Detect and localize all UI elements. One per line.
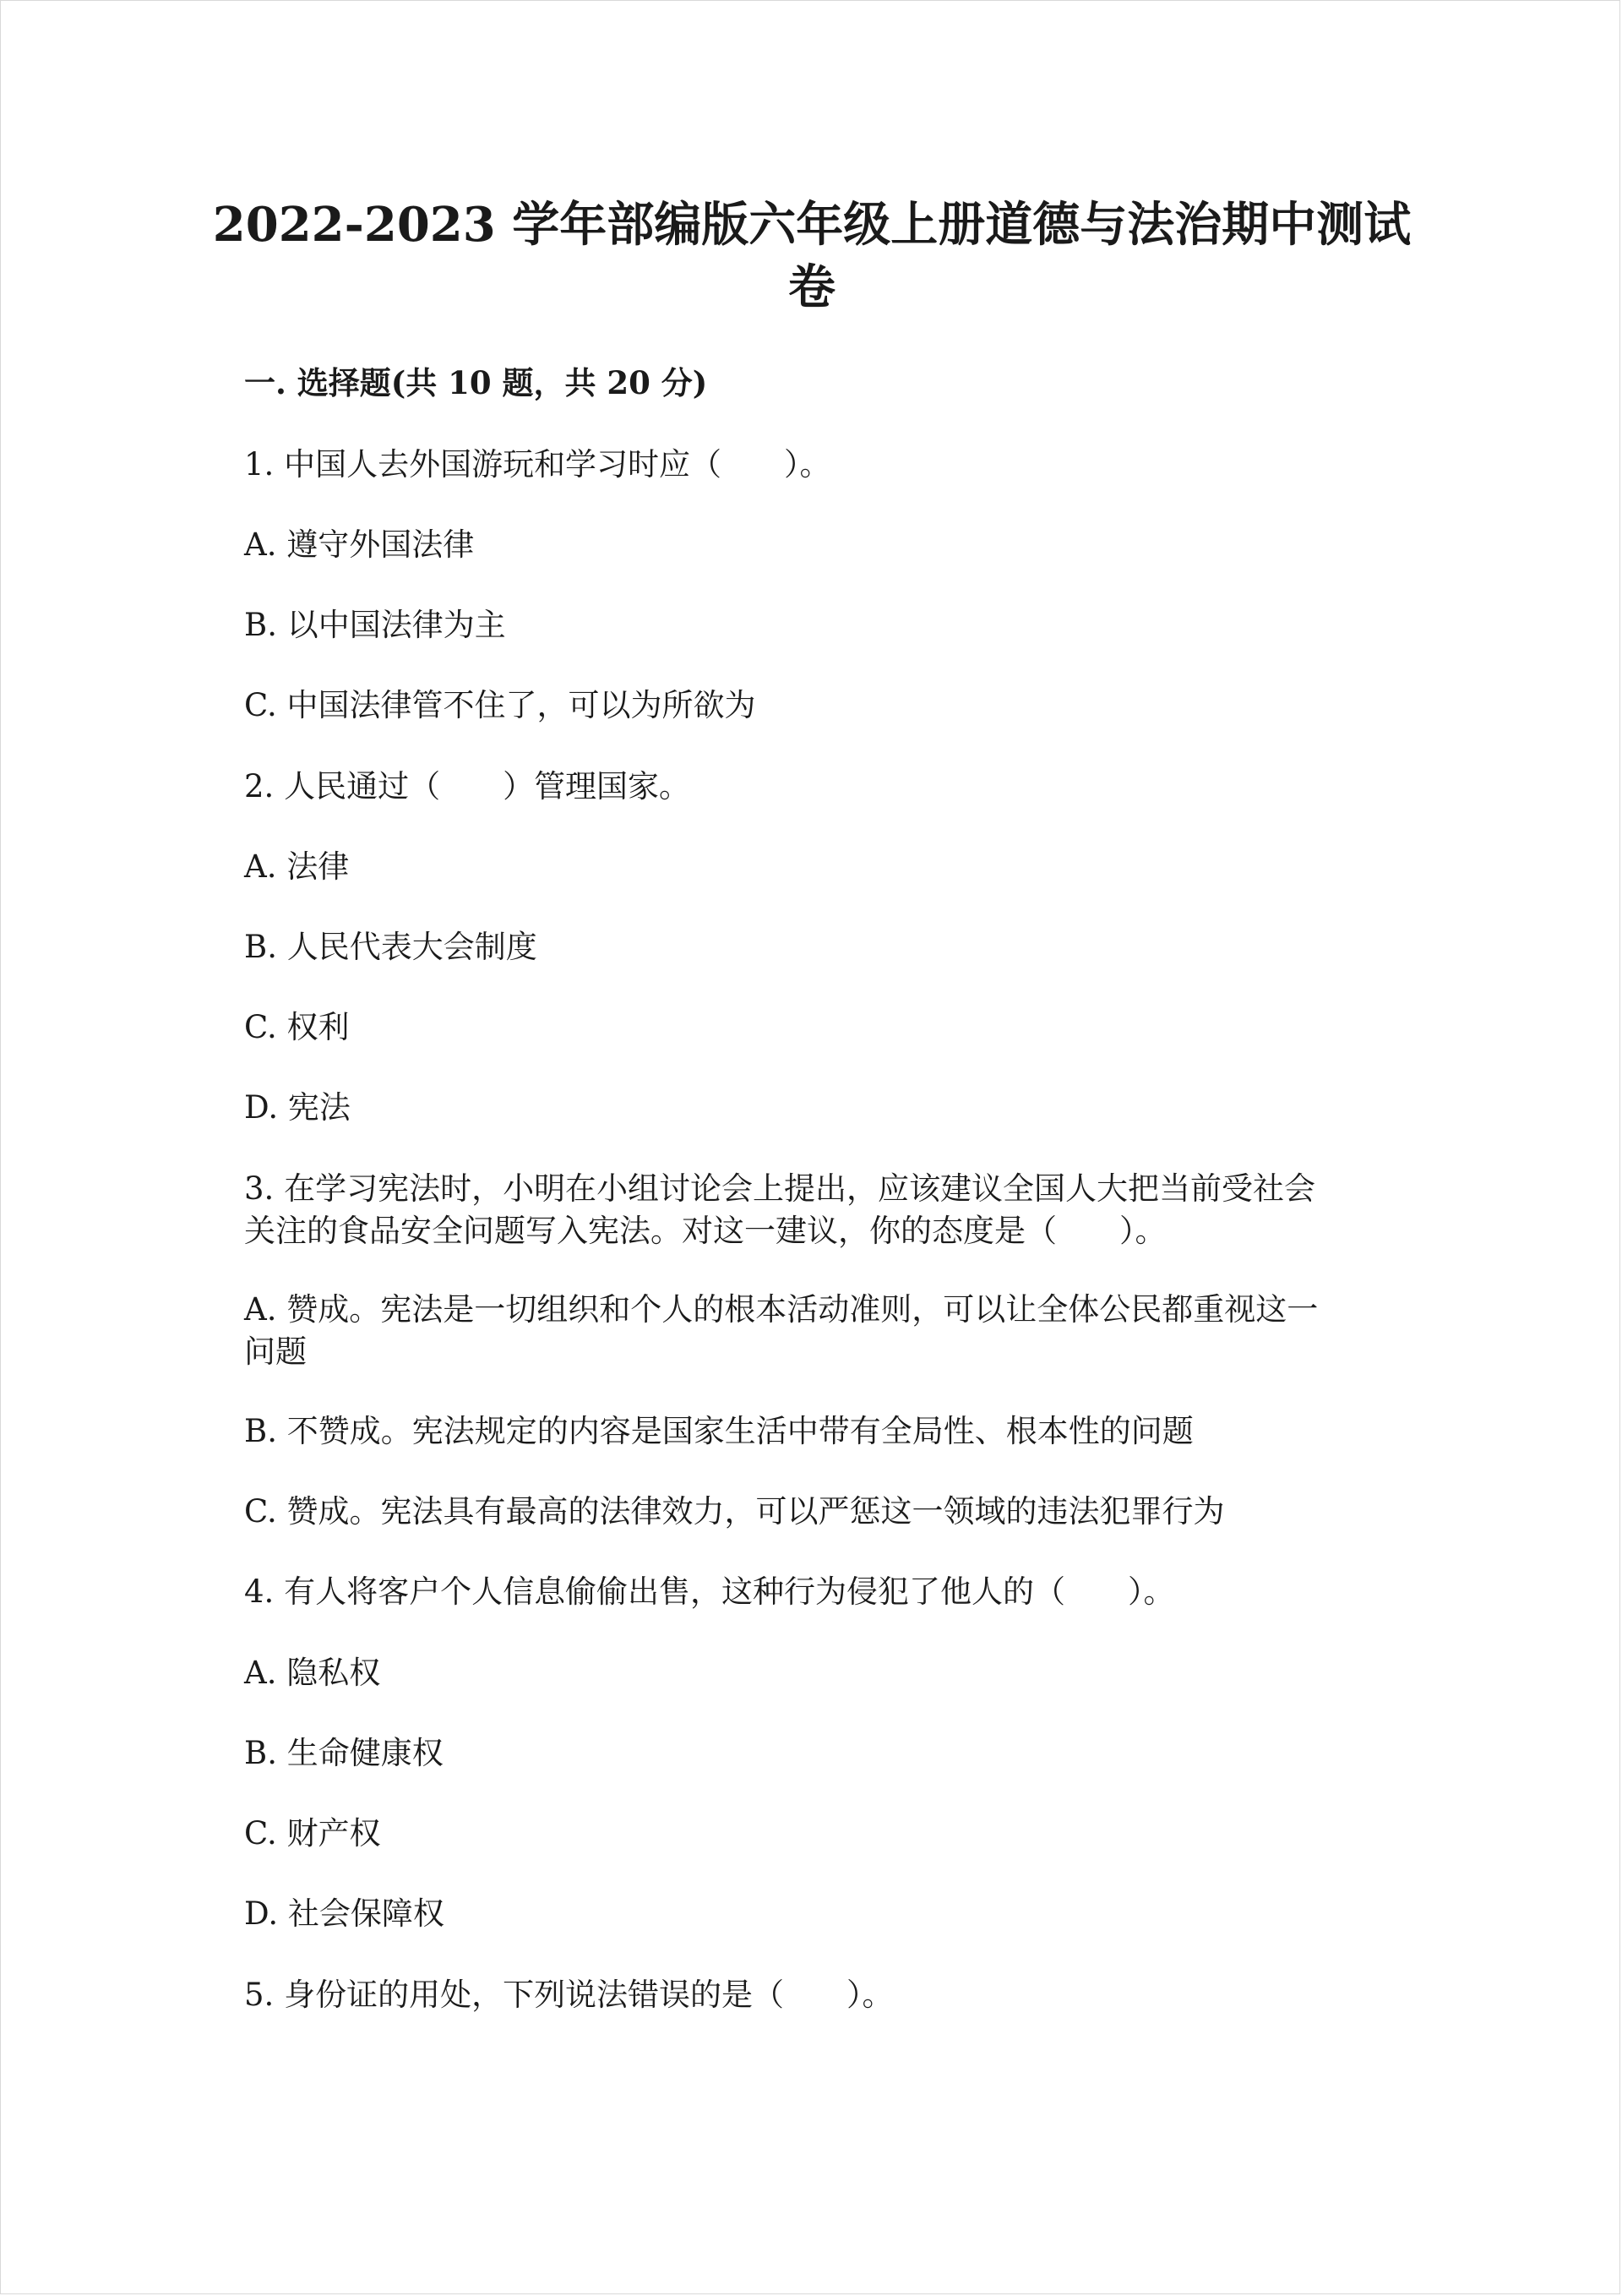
question-3-option-a-line-2: 问题	[244, 1333, 307, 1370]
question-4-option-a: A. 隐私权	[244, 1655, 381, 1691]
question-4-option-d: D. 社会保障权	[244, 1895, 444, 1932]
question-4-option-b: B. 生命健康权	[244, 1735, 444, 1771]
page-title: 2022-2023 学年部编版六年级上册道德与法治期中测试卷	[212, 197, 1412, 315]
question-2-stem: 2. 人民通过（ ）管理国家。	[244, 768, 691, 804]
section-heading: 一. 选择题(共 10 题，共 20 分)	[244, 364, 708, 401]
question-1-option-b: B. 以中国法律为主	[244, 607, 506, 643]
question-3-option-c: C. 赞成。宪法具有最高的法律效力，可以严惩这一领域的违法犯罪行为	[244, 1493, 1225, 1530]
question-2-option-c: C. 权利	[244, 1009, 350, 1045]
question-3-stem-line-2: 关注的食品安全问题写入宪法。对这一建议，你的态度是（ ）。	[244, 1213, 1167, 1249]
question-4-stem: 4. 有人将客户个人信息偷偷出售，这种行为侵犯了他人的（ ）。	[244, 1573, 1175, 1610]
question-1-option-c: C. 中国法律管不住了，可以为所欲为	[244, 687, 756, 723]
question-2-option-b: B. 人民代表大会制度	[244, 929, 537, 965]
question-4-option-c: C. 财产权	[244, 1815, 381, 1852]
question-1-stem: 1. 中国人去外国游玩和学习时应（ ）。	[244, 446, 831, 483]
question-2-option-a: A. 法律	[244, 848, 350, 885]
question-3-stem-line-1: 3. 在学习宪法时，小明在小组讨论会上提出，应该建议全国人大把当前受社会	[244, 1170, 1316, 1207]
question-3-option-a-line-1: A. 赞成。宪法是一切组织和个人的根本活动准则，可以让全体公民都重视这一	[244, 1291, 1319, 1328]
question-2-option-d: D. 宪法	[244, 1089, 351, 1126]
question-3-option-b: B. 不赞成。宪法规定的内容是国家生活中带有全局性、根本性的问题	[244, 1413, 1194, 1449]
question-1-option-a: A. 遵守外国法律	[244, 526, 475, 563]
question-5-stem: 5. 身份证的用处，下列说法错误的是（ ）。	[244, 1977, 894, 2013]
